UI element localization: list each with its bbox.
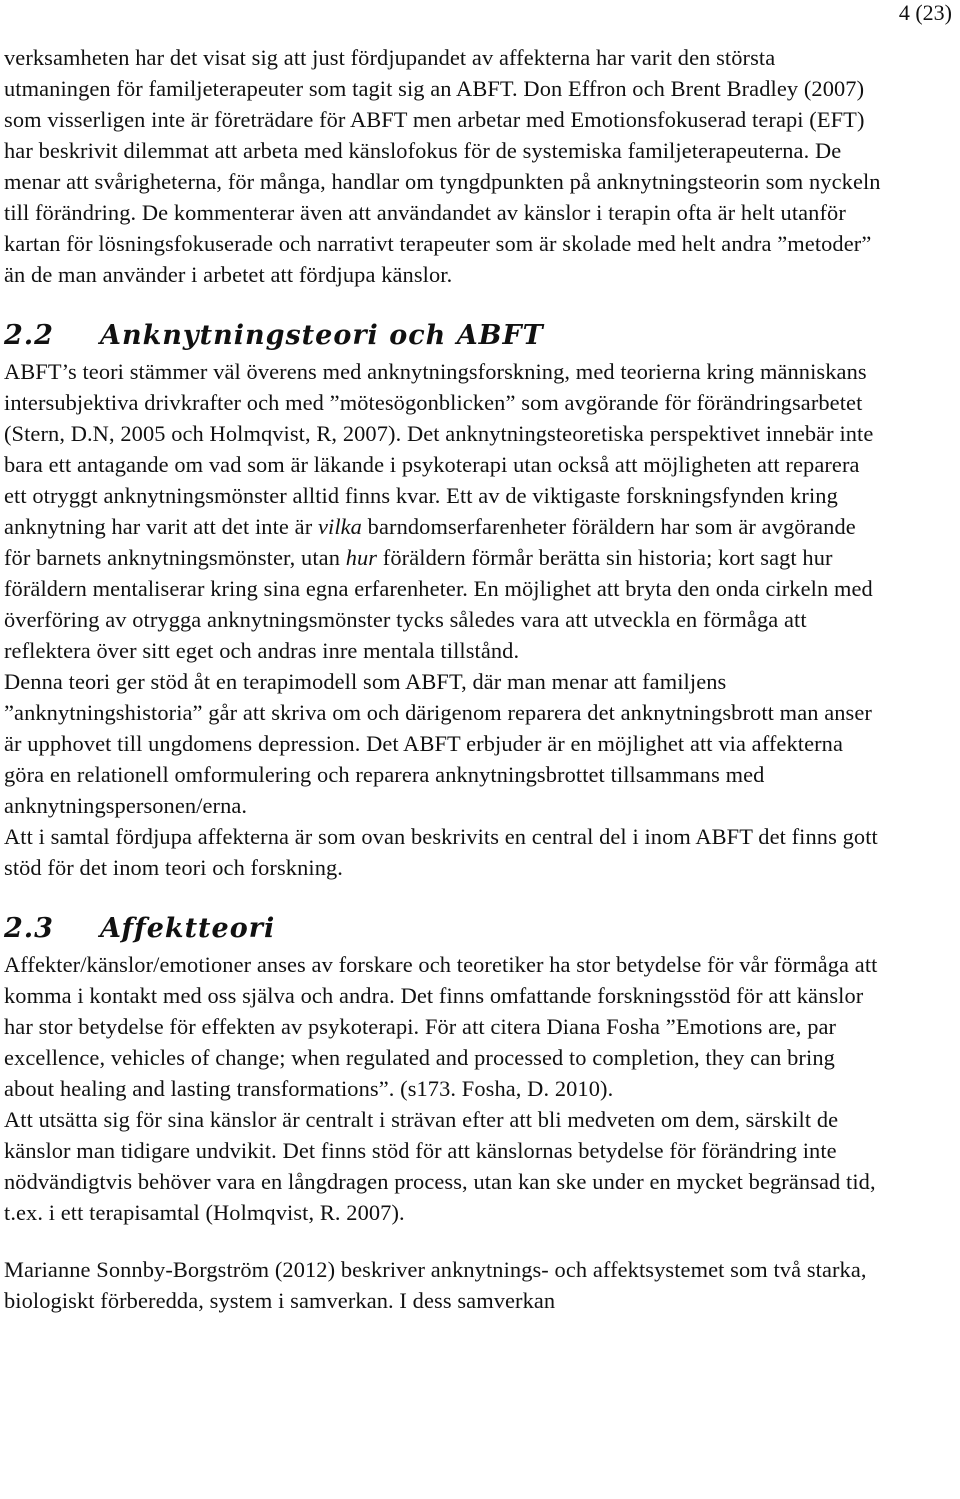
section-2-3-paragraph-2: Att utsätta sig för sina känslor är centralt i strävan efter att bli medveten om dem, särskilt de känslor man tidigare undvikit. Det finns stöd för att känslornas betydelse för förändring inte nödvändigtvis behöver vara en långdragen process, utan kan ske under en mycket begränsad tid, t.ex. i ett terapisamtal (Holmqvist, R. 2007). [4, 1107, 876, 1225]
section-heading-2-2 [4, 316, 884, 356]
paragraph-text: ABFT’s teori stämmer väl överens med anknytningsforskning, med teorierna kring människans intersubjektiva drivkrafter och med ”mötesögonblicken” som avgörande för förändringsarbetet (Stern, D.N, 2005 och Holmqvist, R, 2007). Det anknytningsteoretiska perspektivet innebär inte bara ett antagande om vad som är läkande i psykoterapi utan också att möjligheten att reparera ett otryggt anknytningsmönster alltid finns kvar. Ett av de viktigaste forskningsfynden kring anknytning har varit att det inte är [4, 359, 874, 539]
section-2-2-paragraph-1 [4, 356, 884, 666]
paragraph-text: föräldern förmår berätta sin historia; kort sagt hur föräldern mentaliserar kring sina egna erfarenheter. En möjlighet att bryta den onda cirkeln med överföring av otrygga anknytningsmönster tycks således vara att utveckla en förmåga att reflektera över sitt eget och andras inre mentala tillstånd. [4, 545, 873, 663]
spacer [4, 883, 884, 909]
section-number: 2.2 [4, 320, 54, 351]
section-title: Affektteori [100, 913, 276, 944]
spacer [4, 1228, 884, 1254]
section-heading-2-3 [4, 909, 884, 949]
paragraph-text: barndomserfarenheter föräldern har som är avgörande för barnets anknytningsmönster, utan [4, 514, 856, 570]
section-2-2-paragraph-2: Denna teori ger stöd åt en terapimodell som ABFT, där man menar att familjens ”anknytningshistoria” går att skriva om och därigenom reparera det anknytningsbrott man anser är upphovet till ungdomens depression. Det ABFT erbjuder är en möjlighet att via affekterna göra en relationell omformulering och reparera anknytningsbrottet tillsammans med anknytningspersonen/erna. [4, 669, 872, 818]
emphasis-text: hur [345, 545, 378, 570]
section-number: 2.3 [4, 913, 54, 944]
section-2-3-paragraph-1: Affekter/känslor/emotioner anses av forskare och teoretiker ha stor betydelse för vår förmåga att komma i kontakt med oss själva och andra. Det finns omfattande forskningsstöd för att känslor har stor betydelse för effekten av psykoterapi. För att citera Diana Fosha ”Emotions are, par excellence, vehicles of change; when regulated and processed to completion, they can bring about healing and lasting transformations”. (s173. Fosha, D. 2010). [4, 952, 878, 1101]
page-number: 4 (23) [898, 0, 952, 25]
section-2-2-paragraph-3: Att i samtal fördjupa affekterna är som ovan beskrivits en central del i inom ABFT det finns gott stöd för det inom teori och forskning. [4, 824, 878, 880]
section-2-3-paragraph-3: Marianne Sonnby-Borgström (2012) beskriver anknytnings- och affektsystemet som två starka, biologiskt förberedda, system i samverkan. I dess samverkan [4, 1257, 867, 1313]
emphasis-text: vilka [317, 514, 362, 539]
intro-paragraph: verksamheten har det visat sig att just fördjupandet av affekterna har varit den största utmaningen för familjeterapeuter som tagit sig an ABFT. Don Effron och Brent Bradley (2007) som visserligen inte är företrädare för ABFT men arbetar med Emotionsfokuserad terapi (EFT) har beskrivit dilemmat att arbeta med känslofokus för de systemiska familjeterapeuterna. De menar att svårigheterna, för många, handlar om tyngdpunkten på anknytningsteorin som nyckeln till förändring. De kommenterar även att användandet av känslor i terapin ofta är helt utanför kartan för lösningsfokuserade och narrativt terapeuter som är skolade med helt andra ”metoder” än de man använder i arbetet att fördjupa känslor. [4, 45, 881, 287]
spacer [4, 290, 884, 316]
document-body [4, 42, 884, 1316]
section-title: Anknytningsteori och ABFT [100, 320, 544, 351]
